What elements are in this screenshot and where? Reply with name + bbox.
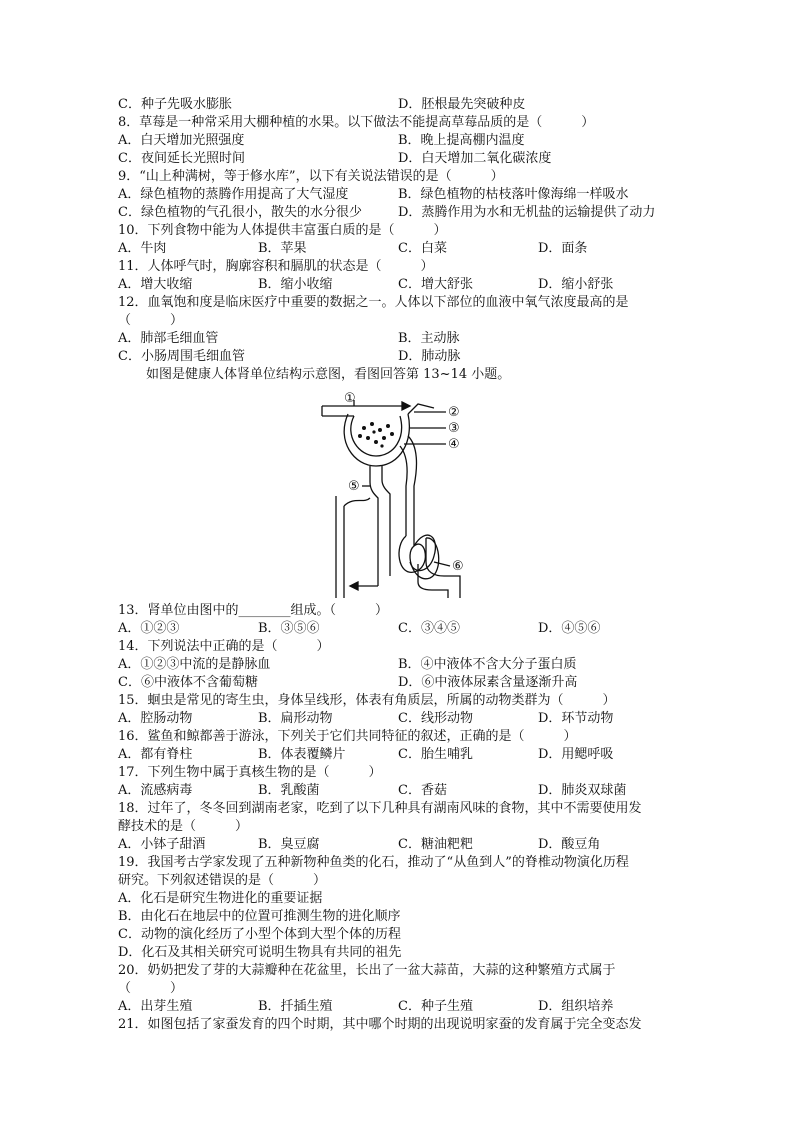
answer-option: D．酸豆角 xyxy=(538,837,601,852)
option-row xyxy=(118,746,678,764)
answer-option: A．增大收缩 xyxy=(118,277,193,292)
option-row xyxy=(118,836,678,854)
answer-option: B．缩小收缩 xyxy=(258,277,333,292)
answer-option: A．①②③中流的是静脉血 xyxy=(118,657,271,672)
answer-option: D．⑥中液体尿素含量逐渐升高 xyxy=(398,675,578,690)
nephron-diagram xyxy=(314,386,484,598)
answer-option: B．主动脉 xyxy=(398,331,460,346)
answer-option: C．糖油粑粑 xyxy=(398,837,473,852)
question-text: 13．肾单位由图中的________组成。（ ） xyxy=(118,603,389,618)
question-text: 10．下列食物中能为人体提供丰富蛋白质的是（ ） xyxy=(118,223,447,238)
answer-option: D．胚根最先突破种皮 xyxy=(398,97,526,112)
label-1: ① xyxy=(344,391,356,406)
option-row xyxy=(118,132,678,150)
answer-option: D．环节动物 xyxy=(538,711,614,726)
answer-option: B．苹果 xyxy=(258,241,307,256)
label-3: ③ xyxy=(448,421,460,436)
answer-option: D．白天增加二氧化碳浓度 xyxy=(398,151,552,166)
answer-option: C．种子先吸水膨胀 xyxy=(118,97,232,112)
answer-option: C．种子生殖 xyxy=(398,999,473,1014)
answer-option: C．线形动物 xyxy=(398,711,473,726)
answer-option: C．小肠周围毛细血管 xyxy=(118,349,245,364)
answer-option: A．①②③ xyxy=(118,621,180,636)
figure-intro-text: 如图是健康人体肾单位结构示意图，看图回答第 13~14 小题。 xyxy=(146,367,511,382)
answer-option: C．增大舒张 xyxy=(398,277,473,292)
answer-option: A．牛肉 xyxy=(118,241,167,256)
question-text: 8．草莓是一种常采用大棚种植的水果。以下做法不能提高草莓品质的是（ ） xyxy=(118,115,595,130)
question-text: B．由化石在地层中的位置可推测生物的进化顺序 xyxy=(118,909,401,924)
answer-option: A．都有脊柱 xyxy=(118,747,193,762)
question-text: 9．“山上种满树，等于修水库”，以下有关说法错误的是（ ） xyxy=(118,169,504,184)
question-text: 14．下列说法中正确的是（ ） xyxy=(118,639,330,654)
question-text: 17．下列生物中属于真核生物的是（ ） xyxy=(118,765,382,780)
answer-option: C．胎生哺乳 xyxy=(398,747,473,762)
option-row xyxy=(118,330,678,348)
option-row xyxy=(118,186,678,204)
question-block-top xyxy=(118,96,678,384)
question-text: 12．血氧饱和度是临床医疗中重要的数据之一。人体以下部位的血液中氧气浓度最高的是 xyxy=(118,295,629,310)
answer-option: A．小钵子甜酒 xyxy=(118,837,206,852)
answer-option: B．扦插生殖 xyxy=(258,999,333,1014)
option-row xyxy=(118,96,678,114)
option-row xyxy=(118,998,678,1016)
answer-option: D．肺动脉 xyxy=(398,349,461,364)
option-row xyxy=(118,620,678,638)
question-text: 21．如图包括了家蚕发育的四个时期，其中哪个时期的出现说明家蚕的发育属于完全变态发 xyxy=(118,1017,642,1032)
question-block-bottom xyxy=(118,602,678,1034)
option-row xyxy=(118,710,678,728)
answer-option: A．肺部毛细血管 xyxy=(118,331,219,346)
question-text: 18．过年了，冬冬回到湖南老家，吃到了以下几种具有湖南风味的食物，其中不需要使用发 xyxy=(118,801,642,816)
label-6: ⑥ xyxy=(452,559,464,574)
question-text: 11．人体呼气时，胸廓容积和膈肌的状态是（ ） xyxy=(118,259,434,274)
question-text: （ ） xyxy=(118,313,184,328)
answer-option: C．白菜 xyxy=(398,241,447,256)
answer-option: C．香菇 xyxy=(398,783,447,798)
question-text: 研究。下列叙述错误的是（ ） xyxy=(118,873,327,888)
answer-option: B．体表覆鳞片 xyxy=(258,747,346,762)
answer-option: A．腔肠动物 xyxy=(118,711,193,726)
option-row xyxy=(118,674,678,692)
label-2: ② xyxy=(448,405,460,420)
option-row xyxy=(118,150,678,168)
answer-option: D．面条 xyxy=(538,241,588,256)
answer-option: C．绿色植物的气孔很小，散失的水分很少 xyxy=(118,205,362,220)
exam-page xyxy=(118,96,678,1034)
label-4: ④ xyxy=(448,437,460,452)
question-text: 20．奶奶把发了芽的大蒜瓣种在花盆里，长出了一盆大蒜苗，大蒜的这种繁殖方式属于 xyxy=(118,963,616,978)
question-text: （ ） xyxy=(118,981,184,996)
label-5: ⑤ xyxy=(348,479,360,494)
answer-option: A．绿色植物的蒸腾作用提高了大气湿度 xyxy=(118,187,349,202)
option-row xyxy=(118,782,678,800)
question-text: 16．鲨鱼和鲸都善于游泳，下列关于它们共同特征的叙述，正确的是（ ） xyxy=(118,729,577,744)
question-text: C．动物的演化经历了小型个体到大型个体的历程 xyxy=(118,927,401,942)
answer-option: B．乳酸菌 xyxy=(258,783,320,798)
answer-option: D．蒸腾作用为水和无机盐的运输提供了动力 xyxy=(398,205,656,220)
answer-option: C．⑥中液体不含葡萄糖 xyxy=(118,675,258,690)
option-row xyxy=(118,656,678,674)
answer-option: B．④中液体不含大分子蛋白质 xyxy=(398,657,577,672)
answer-option: B．扁形动物 xyxy=(258,711,333,726)
option-row xyxy=(118,204,678,222)
answer-option: B．臭豆腐 xyxy=(258,837,320,852)
answer-option: D．组织培养 xyxy=(538,999,614,1014)
answer-option: D．用鳃呼吸 xyxy=(538,747,614,762)
answer-option: A．流感病毒 xyxy=(118,783,193,798)
question-text: 酵技术的是（ ） xyxy=(118,819,249,834)
option-row xyxy=(118,348,678,366)
answer-option: A．出芽生殖 xyxy=(118,999,193,1014)
answer-option: C．③④⑤ xyxy=(398,621,460,636)
question-text: D．化石及其相关研究可说明生物具有共同的祖先 xyxy=(118,945,402,960)
answer-option: B．晚上提高棚内温度 xyxy=(398,133,525,148)
answer-option: B．③⑤⑥ xyxy=(258,621,320,636)
question-text: A．化石是研究生物进化的重要证据 xyxy=(118,891,323,906)
answer-option: A．白天增加光照强度 xyxy=(118,133,245,148)
question-text: 15．蛔虫是常见的寄生虫，身体呈线形，体表有角质层，所属的动物类群为（ ） xyxy=(118,693,616,708)
answer-option: C．夜间延长光照时间 xyxy=(118,151,245,166)
answer-option: D．肺炎双球菌 xyxy=(538,783,627,798)
option-row xyxy=(118,276,678,294)
answer-option: B．绿色植物的枯枝落叶像海绵一样吸水 xyxy=(398,187,629,202)
option-row xyxy=(118,240,678,258)
question-text: 19．我国考古学家发现了五种新物种鱼类的化石，推动了“从鱼到人”的脊椎动物演化历程 xyxy=(118,855,629,870)
nephron-figure xyxy=(118,386,678,600)
answer-option: D．④⑤⑥ xyxy=(538,621,601,636)
answer-option: D．缩小舒张 xyxy=(538,277,614,292)
